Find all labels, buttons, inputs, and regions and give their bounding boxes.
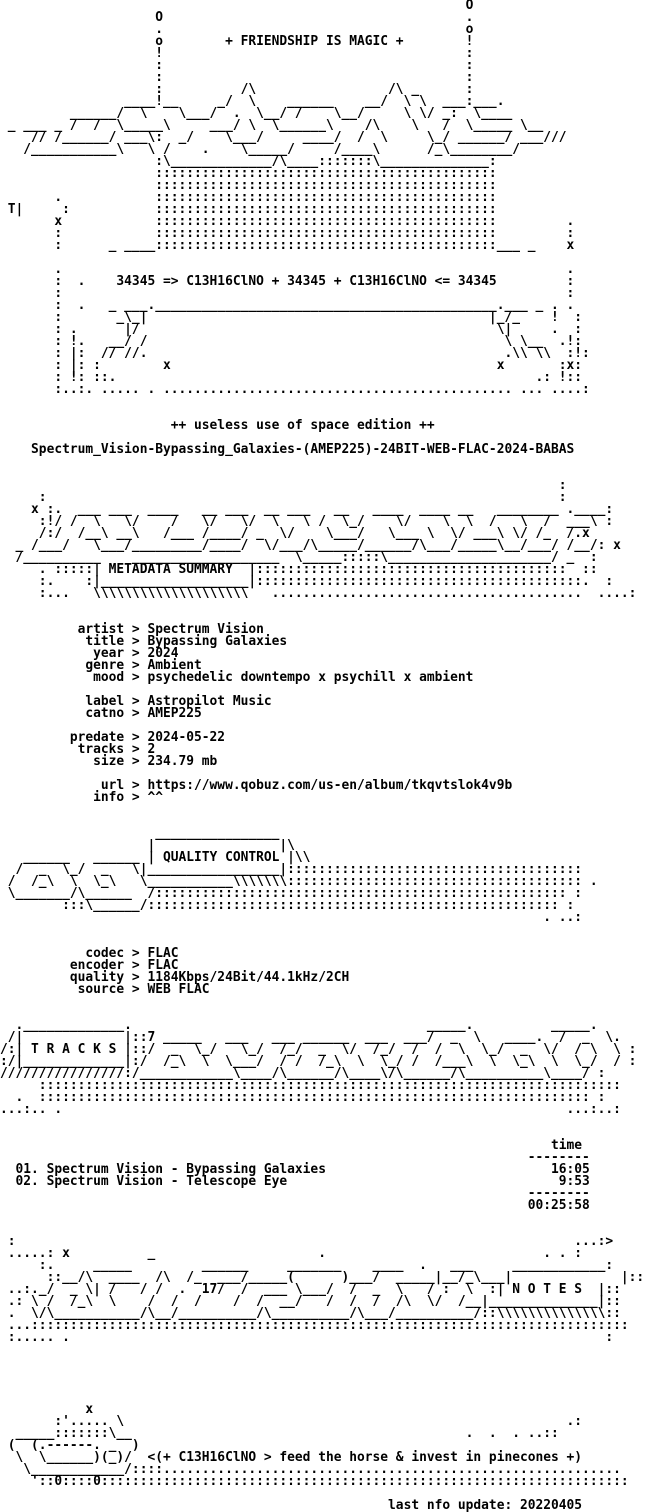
- nfo-line: --------: [0, 1150, 590, 1165]
- nfo-line: : . _ ___.____________________________________________.___ _ . .: [0, 298, 575, 313]
- nfo-line: :. _____ ______ _______ ____ . ___ ____________:: [0, 1258, 614, 1273]
- nfo-line: o + FRIENDSHIP IS MAGIC + !: [0, 34, 474, 49]
- nfo-line: _ ___ _ / / \_____\ ___/ \ \______\ /\ \ / \_____ \__: [0, 118, 544, 133]
- nfo-line: : :::::::::::::::::::::::::::::::::::::::::::: :: [0, 226, 575, 241]
- nfo-line: ::::::::::::::::::::::::::::::::::::::::::::: [0, 178, 497, 193]
- nfo-line: genre > Ambient: [0, 658, 202, 673]
- nfo-line: ______/ \ \___/ . \__/ / \__/ \ \/ _: \____: [0, 106, 513, 121]
- nfo-line: ______ ______ | QUALITY CONTROL |\\: [0, 850, 311, 865]
- nfo-line: ////////////////:/____________\____/\______/\____\/\______/\__________\____/ :: [0, 1066, 606, 1081]
- nfo-line: : . |/ \| . :: [0, 322, 583, 337]
- nfo-line: artist > Spectrum Vision: [0, 622, 264, 637]
- nfo-line: --------: [0, 1186, 590, 1201]
- nfo-line: ! :: [0, 46, 474, 61]
- nfo-line: Spectrum_Vision-Bypassing_Galaxies-(AMEP225)-24BIT-WEB-FLAC-2024-BABAS: [0, 442, 575, 457]
- nfo-line: year > 2024: [0, 646, 179, 661]
- nfo-line: mood > psychedelic downtempo x psychill x ambient: [0, 670, 474, 685]
- nfo-line: ...:.. . ...:..:: [0, 1102, 621, 1117]
- nfo-line: :\_____________/\____:::::::\______________:: [0, 154, 497, 169]
- nfo-line: :..:. ..... . ............................................. ... ....:: [0, 382, 590, 397]
- nfo-line: :: [0, 478, 567, 493]
- nfo-line: /__________ ___________________ \_____:::::\_____________________/ _ :: [0, 550, 598, 565]
- nfo-line: x: [0, 1402, 94, 1417]
- nfo-line: .: \ / /_\ \ / / / / / __/ / / / /\ \/ /__|______________|::: [0, 1294, 621, 1309]
- nfo-line: : :: [0, 58, 474, 73]
- nfo-line: \____________/::::...........................................................: [0, 1462, 621, 1477]
- nfo-line: O: [0, 0, 474, 13]
- nfo-line: : :: [0, 490, 567, 505]
- nfo-line: : ...:>: [0, 1234, 614, 1249]
- nfo-line: ._____________. _____. _____.: [0, 1018, 598, 1033]
- nfo-line: ( (.------. _ ): [0, 1438, 140, 1453]
- nfo-line: :. :|___________________|::::::::::::::::::::::::::::::::::::::::::. :: [0, 574, 614, 589]
- nfo-line: _ /___/ \___/_________/____/ \/___/\_____/______/\___/_____\__/___/ /__/: x: [0, 538, 621, 553]
- nfo-line: /___________\ \ / . \_____/ /____\ /_\________/: [0, 142, 520, 157]
- nfo-line: quality > 1184Kbps/24Bit/44.1kHz/2CH: [0, 970, 350, 985]
- nfo-line: ..:._/ _ \| / / / . 17/ / ___ \___/ / _ \ / : \ :| N O T E S |::: [0, 1282, 621, 1297]
- nfo-line: // /______/ ___\: _/ \___/ ____/ / \ \_/ ______/ ___///: [0, 130, 567, 145]
- nfo-line: time: [0, 1138, 583, 1153]
- nfo-line: \ \______)(_)/ <(+ C13H16ClNO > feed the horse & invest in pinecones +): [0, 1450, 583, 1465]
- nfo-line: :... \\\\\\\\\\\\\\\\\\\\ ........................................ ....:: [0, 586, 637, 601]
- nfo-line: .....: x _ . . . :: [0, 1246, 583, 1261]
- nfo-line: / /_\ \ \_\ \___________\\\\\\\:::::::::::::::::::::::::::::::::::::: .: [0, 874, 598, 889]
- nfo-line: :'..... \ .:: [0, 1414, 583, 1429]
- nfo-line: label > Astropilot Music: [0, 694, 272, 709]
- nfo-line: predate > 2024-05-22: [0, 730, 226, 745]
- nfo-line: encoder > FLAC: [0, 958, 179, 973]
- nfo-line: /:/ /__\ __\ /___ /____/ _ \/ \___/ \___ \ \/ ___\ \/ /_ /.x: [0, 526, 590, 541]
- nfo-line: : |: // //. .\\ \\ :!:: [0, 346, 590, 361]
- nfo-line: /:| T R A C K S |::/ _ \_/ \_/ /_/ _ \/ /_/ / / \ \_/ _ \/ / \ \ :: [0, 1042, 637, 1057]
- nfo-line: . ::::::::::::::::::::::::::::::::::::::::::::: [0, 190, 497, 205]
- nfo-line: ____!__ _/ \ ______ __/ \ \ ___:___.: [0, 94, 505, 109]
- nfo-line: : _\_| |_/_ ! :: [0, 310, 583, 325]
- nfo-line: x :::::::::::::::::::::::::::::::::::::::::::: .: [0, 214, 575, 229]
- nfo-line: ::::::::::::::::::::::::::::::::::::::::::::: [0, 166, 497, 181]
- nfo-line: :..... . :: [0, 1330, 614, 1345]
- nfo-line: T| : ::::::::::::::::::::::::::::::::::::::::::::: [0, 202, 497, 217]
- nfo-line: :::\______/::::::::::::::::::::::::::::::::::::::::::::::::::::: :: [0, 898, 575, 913]
- nfo-line: . ..:: [0, 910, 583, 925]
- nfo-line: url > https://www.qobuz.com/us-en/album/tkqvtslok4v9b: [0, 778, 513, 793]
- nfo-line: size > 234.79 mb: [0, 754, 218, 769]
- nfo-line: codec > FLAC: [0, 946, 179, 961]
- nfo-line: catno > AMEP225: [0, 706, 202, 721]
- nfo-line: title > Bypassing Galaxies: [0, 634, 288, 649]
- nfo-line: . :::::| METADATA SUMMARY |:::::::::::::::::::::::::::::::::::::::: ::: [0, 562, 598, 577]
- nfo-line: : !. __/ / \ \__ .!:: [0, 334, 583, 349]
- nfo-line: : /\ /\ _ :: [0, 82, 474, 97]
- nfo-line: : :: [0, 286, 575, 301]
- nfo-line: . o: [0, 22, 474, 37]
- nfo-line: ________________: [0, 826, 280, 841]
- nfo-line: ::__/\ ____ /\ /_ ___/_____( )___/ _____|__/_\___| |::: [0, 1270, 645, 1285]
- nfo-line: x :. ___ ___ ____ __ ___ __ ___ __ ____ ____ __ ________ .____:: [0, 502, 614, 517]
- nfo-line: . \/\___________/\__/__________/\__________/\___/__________/::\\\\\\\\\\\\\\::: [0, 1306, 621, 1321]
- nfo-line: 00:25:58: [0, 1198, 590, 1213]
- nfo-line: \_______/\______ /::::::::::::::::::::::::::::::::::::::::::::::::::::: :: [0, 886, 583, 901]
- nfo-line: :::::::::::::::::::::::::::::::::::::::::::::::::::::::::::::::::::::::::::: [0, 1078, 621, 1093]
- nfo-line: : !: ::. .: !::: [0, 370, 583, 385]
- nfo-line: | |\: [0, 838, 295, 853]
- nfo-line: ...:::::::::::::::::::::::::::::::::::::::::::::::::::::::::::::::::::::::::::::: [0, 1318, 629, 1333]
- nfo-line: : :: [0, 70, 474, 85]
- nfo-line: info > ^^: [0, 790, 163, 805]
- nfo-line: . .: [0, 262, 575, 277]
- nfo-line: tracks > 2: [0, 742, 156, 757]
- nfo-line: ++ useless use of space edition ++: [0, 418, 435, 433]
- nfo-line: last nfo update: 20220405: [0, 1498, 583, 1512]
- nfo-line: : |: : x x :x:: [0, 358, 583, 373]
- nfo-line: : . 34345 => C13H16ClNO + 34345 + C13H16ClNO <= 34345 :: [0, 274, 575, 289]
- nfo-line: :!/ / \ \/ / \/ \/ \ \ / \_/ \/ \ \ / \ / ___\ :: [0, 514, 614, 529]
- nfo-line: :/|_____________|:/ /_\ \ \___/ / / /_\ \ \_/ / /___\ \ \_\ \ \_/ / :: [0, 1054, 637, 1069]
- nfo-line: source > WEB FLAC: [0, 982, 210, 997]
- nfo-line: 01. Spectrum Vision - Bypassing Galaxies 16:05: [0, 1162, 590, 1177]
- nfo-line: '::0::::0::::::::::::::::::::::::::::::::::::::::::::::::::::::::::::::::::::: [0, 1474, 629, 1489]
- nfo-line: / _ \_/ _ \|_________________|::::::::::::::::::::::::::::::::::::::: [0, 862, 583, 877]
- nfo-line: : _ ____::::::::::::::::::::::::::::::::::::::::::::___ _ x: [0, 238, 575, 253]
- nfo-line: . ::::::::::::::::::::::::::::::::::::::::::::::::::::::::::::::::::::::: :: [0, 1090, 606, 1105]
- nfo-line: 02. Spectrum Vision - Telescope Eye 9:53: [0, 1174, 590, 1189]
- nfo-line: _____:::::::\__ . . . ..::: [0, 1426, 559, 1441]
- nfo-line: O .: [0, 10, 474, 25]
- nfo-line: /| |::7 _____ ___ ___ ______ ___ ___/ _ \ ____. / _ \.: [0, 1030, 621, 1045]
